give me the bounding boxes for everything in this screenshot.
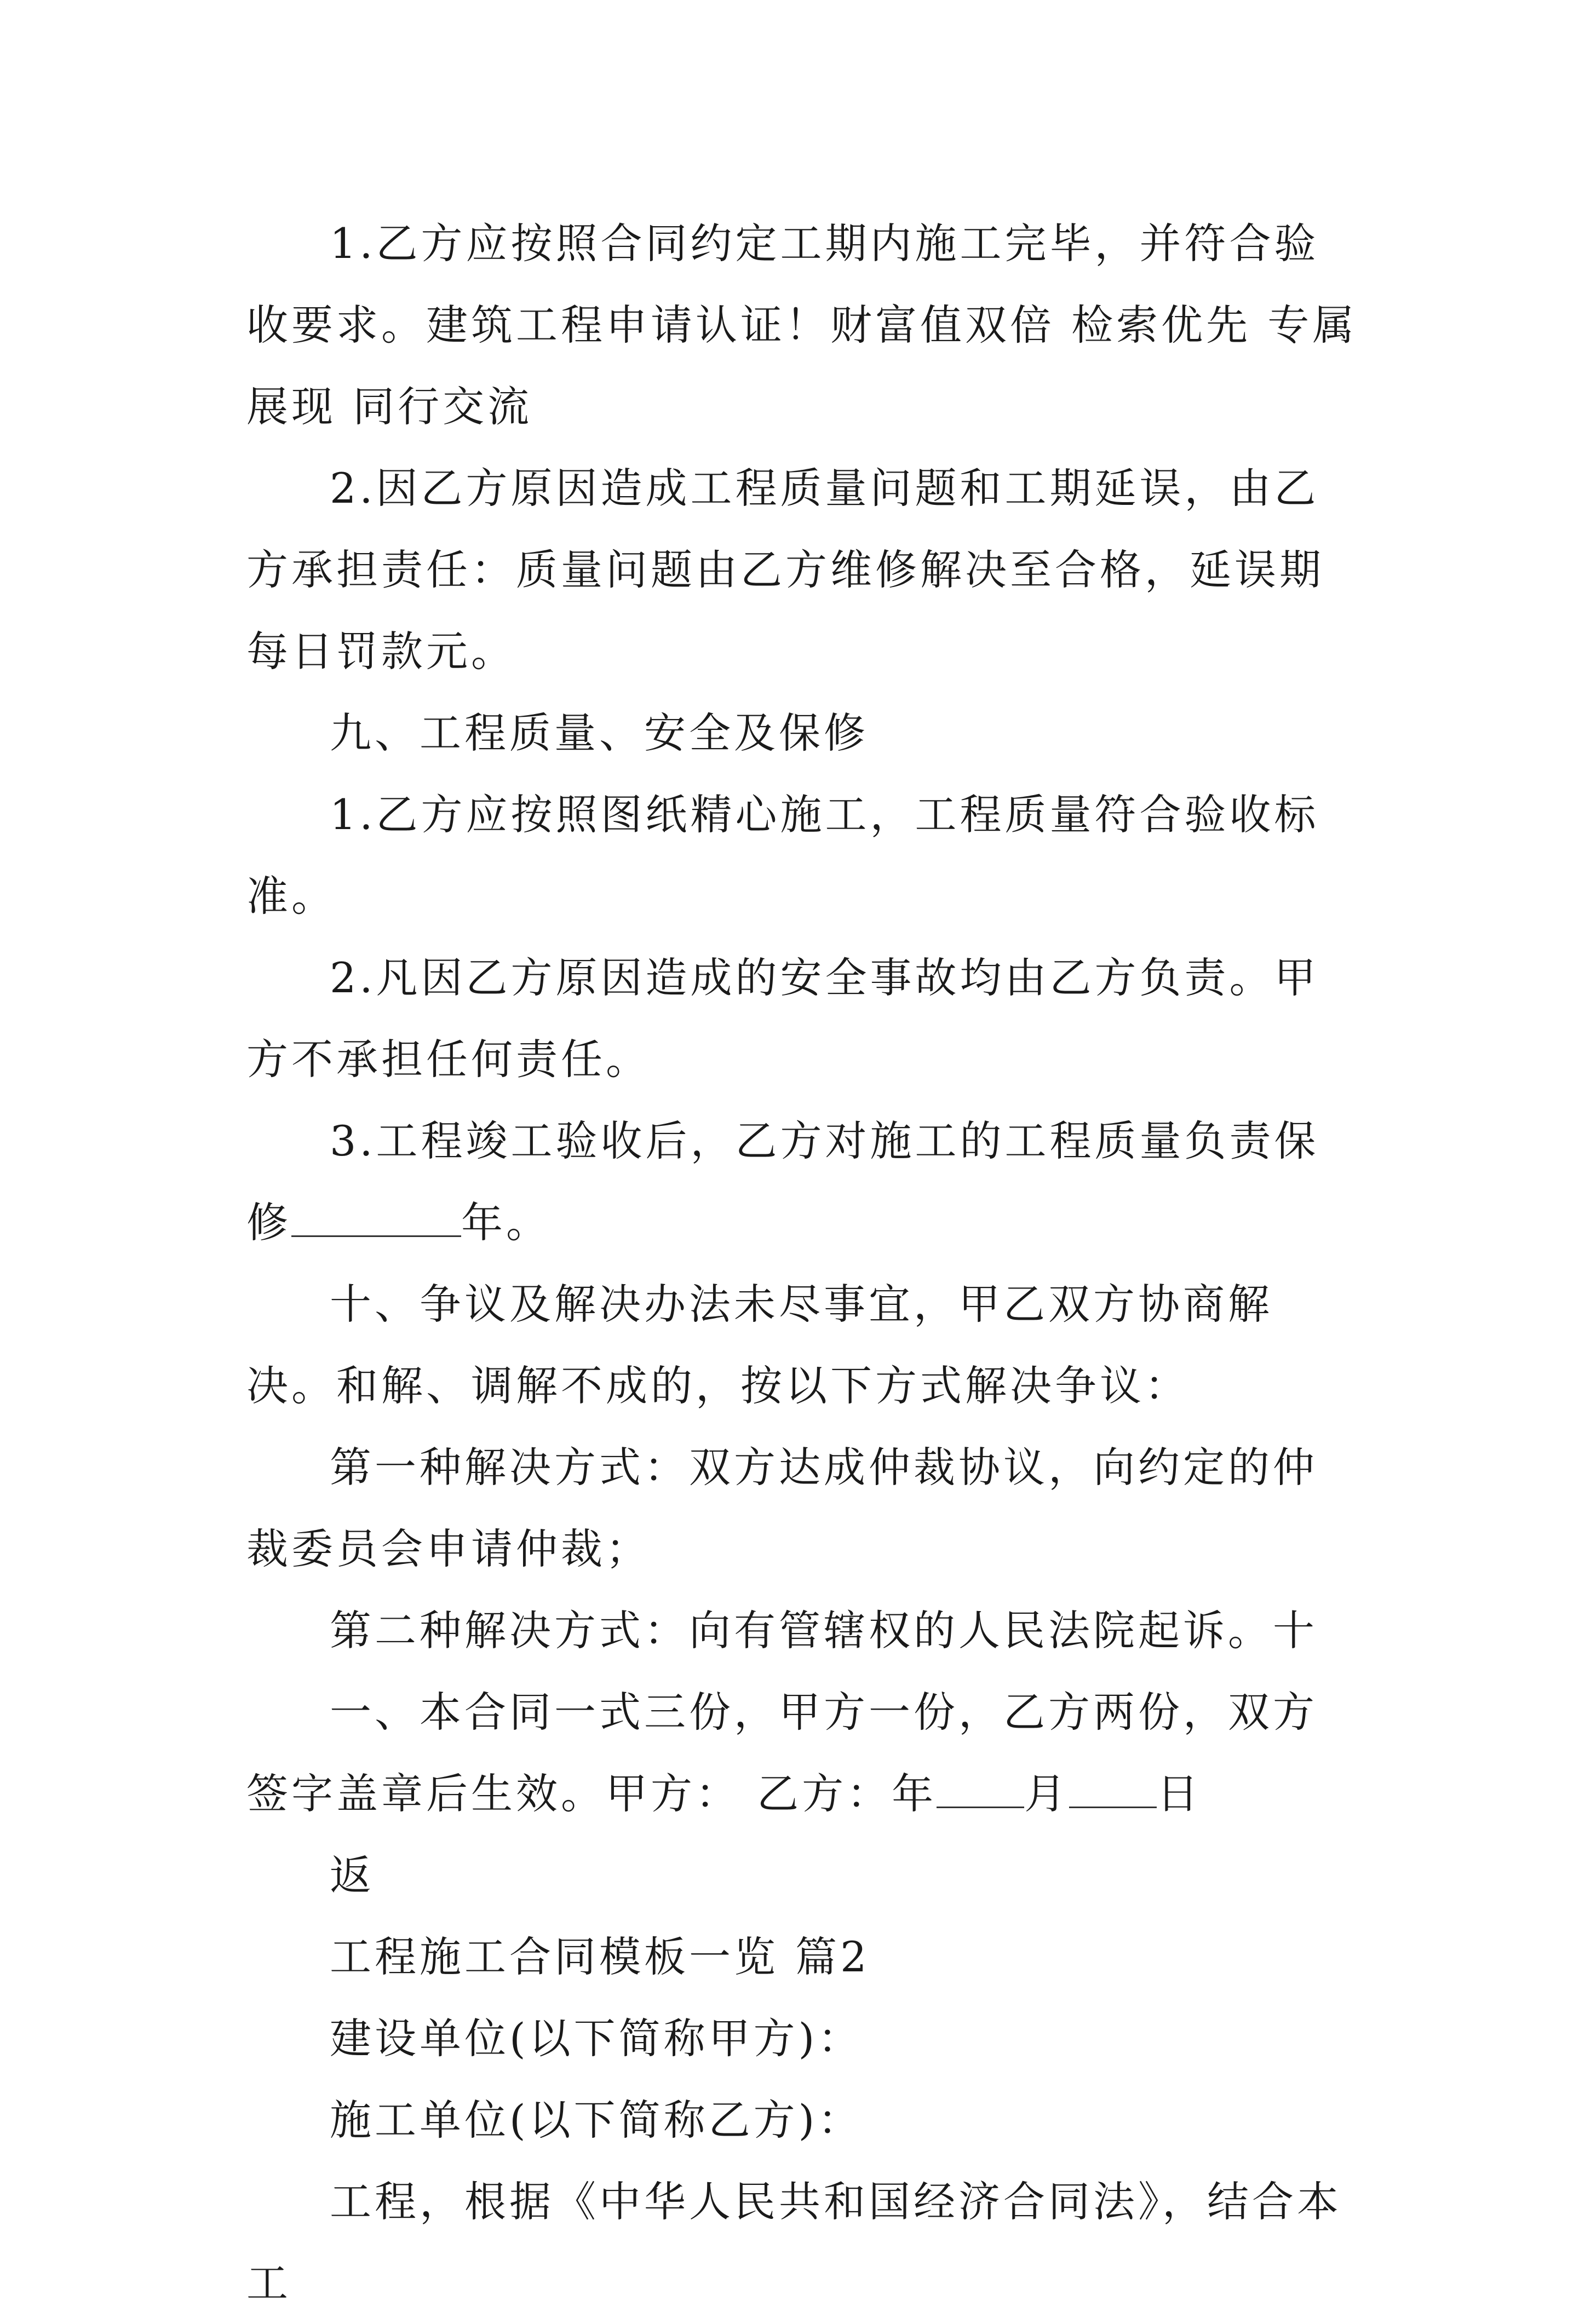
paragraph-party-a: 建设单位(以下简称甲方)：	[330, 2014, 863, 2063]
day-label: 日	[1157, 1769, 1202, 1818]
warranty-unit: 年。	[461, 1198, 551, 1247]
signature-text: 一、本合同一式三份，甲方一份，乙方两份，双方签字盖章后生效。甲方： 乙方：年	[246, 1688, 1318, 1818]
section-heading-quality-safety: 九、工程质量、安全及保修	[330, 709, 869, 757]
warranty-years-blank	[291, 1199, 461, 1237]
paragraph-delay-liability: 2.因乙方原因造成工程质量问题和工期延误，由乙方承担责任：质量问题由乙方维修解决至合格，延误期每日罚款元。	[246, 464, 1324, 676]
paragraph-safety-responsibility: 2.凡因乙方原因造成的安全事故均由乙方负责。甲方不承担任何责任。	[246, 953, 1319, 1084]
paragraph-completion-requirement: 1.乙方应按照合同约定工期内施工完毕，并符合验收要求。建筑工程申请认证！财富值双倍 检索优先 专属展现 同行交流	[246, 219, 1358, 431]
day-blank	[1069, 1770, 1157, 1808]
document-body	[246, 203, 1358, 2324]
paragraph-warranty-period	[246, 1100, 1358, 1263]
paragraph-party-b: 施工单位(以下简称乙方)：	[330, 2096, 863, 2144]
paragraph-copies-signature	[246, 1671, 1358, 1834]
paragraph-dispute-resolution: 十、争议及解决办法未尽事宜，甲乙双方协商解决。和解、调解不成的，按以下方式解决争议：	[246, 1280, 1273, 1410]
paragraph-quality-standard: 1.乙方应按照图纸精心施工，工程质量符合验收标准。	[246, 790, 1319, 921]
paragraph-arbitration-option: 第一种解决方式：双方达成仲裁协议，向约定的仲裁委员会申请仲裁；	[246, 1443, 1318, 1573]
warranty-text: 3.工程竣工验收后，乙方对施工的工程质量负责保修	[246, 1117, 1319, 1247]
paragraph-legal-basis: 工程，根据《中华人民共和国经济合同法》，结合本工	[246, 2177, 1342, 2308]
month-label: 月	[1024, 1769, 1070, 1818]
paragraph-return: 返	[330, 1851, 375, 1900]
paragraph-litigation-option: 第二种解决方式：向有管辖权的人民法院起诉。十	[330, 1606, 1318, 1655]
month-blank	[937, 1770, 1024, 1808]
section-title-template-2: 工程施工合同模板一览 篇2	[330, 1932, 870, 1981]
